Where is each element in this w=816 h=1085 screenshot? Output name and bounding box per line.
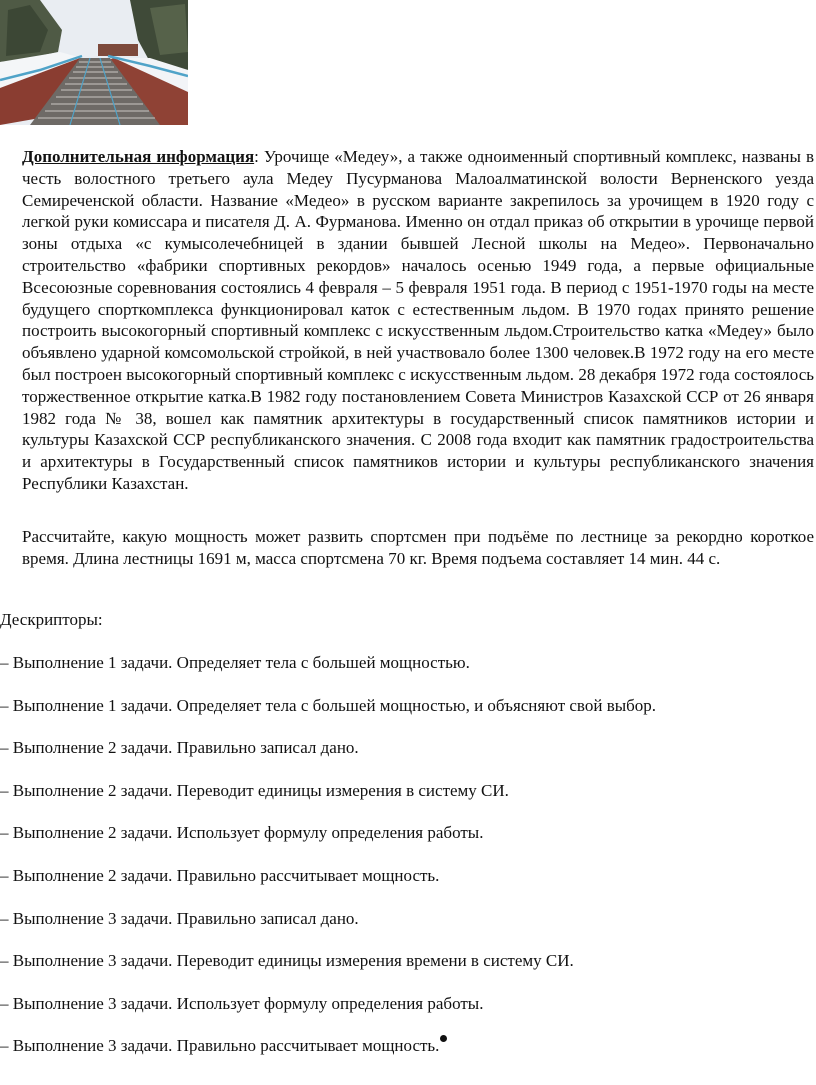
descriptor-item: [0, 865, 439, 887]
descriptor-item: [0, 780, 509, 802]
descriptor-text: – Выполнение 2 задачи. Правильно записал дано.: [0, 738, 359, 757]
task-text: Рассчитайте, какую мощность может развить спортсмен при подъёме по лестнице за рекордно короткое время. Длина лестницы 1691 м, масса спортсмена 70 кг. Время подъема составляет 14 мин. 44 с.: [22, 527, 814, 568]
descriptor-text: – Выполнение 1 задачи. Определяет тела с большей мощностью.: [0, 653, 470, 672]
descriptor-text: – Выполнение 2 задачи. Правильно рассчитывает мощность.: [0, 866, 440, 885]
descriptors-title: Дескрипторы:: [0, 610, 103, 629]
bullet-dot-icon: [440, 1035, 447, 1042]
info-paragraph: [22, 146, 814, 495]
descriptor-item: [0, 695, 656, 717]
descriptor-item: [0, 908, 359, 930]
descriptor-item: [0, 993, 483, 1015]
info-label: Дополнительная информация: [22, 147, 255, 166]
info-text: : Урочище «Медеу», а также одноименный спортивный комплекс, названы в честь волостного третьего аула Медеу Пусурманова Малоалматинской волости Верненского уезда Семиреченской области. Название «Медео» в русском варианте закрепилось за урочищем в 1920 году с легкой руки комиссара и писателя Д. А. Фурманова. Именно он отдал приказ об открытии в урочище первой зоны отдыха «с кумысолечебницей в здании бывшей Лесной школы на Медео». Первоначально строительство «фабрики спортивных рекордов» началось осенью 1949 года, а первые официальные Всесоюзные соревнования состоялись 4 февраля – 5 февраля 1951 года. В период с 1951-1970 годы на месте будущего спорткомплекса функционировал каток с естественным льдом. В 1970 годах принято решение построить высокогорный спортивный комплекс с искусственным льдом.Строительство катка «Медеу» было объявлено ударной комсомольской стройкой, в ней участвовало более 1300 человек.В 1972 году на его месте был построен высокогорный спортивный комплекс с искусственным льдом. 28 декабря 1972 года состоялось торжественное открытие катка.В 1982 году постановлением Совета Министров Казахской ССР от 26 января 1982 года № 38, вошел как памятник архитектуры в государственный список памятников истории и культуры Казахской ССР республиканского значения. С 2008 года входит как памятник градостроительства и архитектуры в Государственный список памятников истории и культуры республиканского значения Республики Казахстан.: [22, 147, 815, 493]
descriptor-text: – Выполнение 3 задачи. Правильно записал дано.: [0, 909, 359, 928]
descriptor-text: – Выполнение 2 задачи. Переводит единицы измерения в систему СИ.: [0, 781, 509, 800]
descriptor-text: – Выполнение 3 задачи. Переводит единицы измерения времени в систему СИ.: [0, 951, 574, 970]
medeu-stairs-icon: [0, 0, 188, 125]
descriptor-item: [0, 1035, 447, 1057]
descriptor-text: – Выполнение 2 задачи. Использует формулу определения работы.: [0, 823, 484, 842]
descriptor-text: – Выполнение 3 задачи. Правильно рассчитывает мощность.: [0, 1036, 440, 1055]
descriptor-text: – Выполнение 1 задачи. Определяет тела с большей мощностью, и объясняют свой выбор.: [0, 696, 657, 715]
descriptor-item: [0, 822, 483, 844]
medeu-stairs-photo: [0, 0, 188, 125]
descriptor-text: – Выполнение 3 задачи. Использует формулу определения работы.: [0, 994, 484, 1013]
descriptor-item: [0, 737, 359, 759]
descriptor-item: [0, 652, 470, 674]
descriptor-item: [0, 950, 574, 972]
